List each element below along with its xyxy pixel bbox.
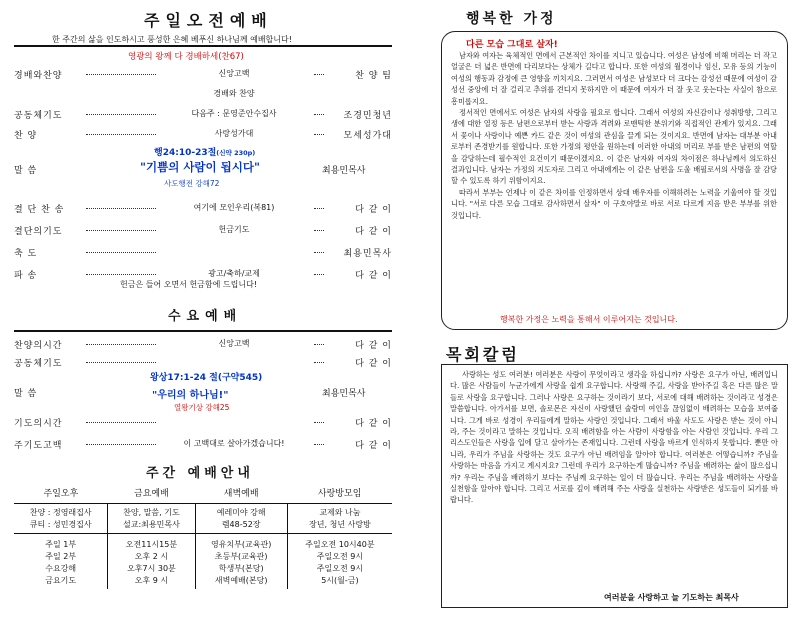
family-paragraph: 남자와 여자는 육체적인 면에서 근본적인 차이를 지니고 있습니다. 여성은 남성에 비해 머리는 더 작고 얼굴은 더 넓은 반면에 다리보다는 상체가 길다고 합니다. 또한 여성의 월경이나 임신, 모유 등의 기능이 여성의 행동과 감정에 큰 영향을 끼치지요. 그러면서 여성은 남성보다 더 크다는 감성선 때문에 여성이 감성선 중앙에 더 잘 걸리고 추위를 견디지 못하지만 이 때문에 여자가 더 잘 웃고 웃는다는 사실이 참으로 흥미롭지요. xyxy=(451,51,777,106)
schedule-cell: 교제와 나눔 장년, 청년 사랑방 xyxy=(287,504,392,534)
leader-dots xyxy=(314,208,324,209)
order-item: 다음주 : 문영준안수집사 xyxy=(191,109,277,118)
order-row xyxy=(14,354,392,370)
divider xyxy=(14,45,392,47)
order-label: 결단의기도 xyxy=(14,227,63,237)
leader-dots xyxy=(86,74,156,75)
order-label: 찬양의시간 xyxy=(14,341,63,351)
order-row xyxy=(14,66,392,82)
order-row xyxy=(14,436,392,452)
leader-dots xyxy=(86,252,156,253)
order-label: 주기도고백 xyxy=(14,441,63,451)
sunday-service-title: 주일오전예배 xyxy=(144,11,273,30)
sermon1-ref: 행24:10-23절(신약 230p) xyxy=(154,148,256,158)
order-leader: 다 같 이 xyxy=(355,205,392,215)
leader-dots xyxy=(314,252,324,253)
family-closing: 행복한 가정은 노력을 통해서 이루어지는 것입니다. xyxy=(500,315,678,324)
leader-dots xyxy=(314,362,324,363)
order-leader: 조경민청년 xyxy=(343,111,392,121)
send-note: 헌금은 들어 오면서 헌금함에 드립니다! xyxy=(120,280,258,289)
schedule-cell: 찬양, 말씀, 기도 설교:최용민목사 xyxy=(108,504,195,534)
order-leader: 다 같 이 xyxy=(355,227,392,237)
sermon2-speaker: 최용민목사 xyxy=(322,389,366,399)
leader-dots xyxy=(314,344,324,345)
leader-dots xyxy=(314,444,324,445)
order-leader: 모세성가대 xyxy=(343,131,392,141)
leader-dots xyxy=(314,114,324,115)
order-label: 축 도 xyxy=(14,249,38,259)
order-row xyxy=(14,86,392,102)
sermon2-label: 말 씀 xyxy=(14,389,38,399)
leader-dots xyxy=(86,230,156,231)
family-article xyxy=(451,50,777,221)
order-row xyxy=(14,200,392,216)
leader-dots xyxy=(86,422,156,423)
order-leader: 최용민목사 xyxy=(343,249,392,259)
sermon2-title: "우리의 하나님!" xyxy=(152,390,229,401)
sermon1-title: "기쁨의 사람이 됩시다" xyxy=(140,160,260,174)
leader-dots xyxy=(86,362,156,363)
order-leader: 다 같 이 xyxy=(355,419,392,429)
order-row xyxy=(14,126,392,142)
leader-dots xyxy=(86,114,156,115)
schedule-header: 금요예배 xyxy=(108,481,195,504)
sunday-theme: 영광의 왕께 다 경배하세(찬67) xyxy=(128,52,244,62)
order-item: 신앙고백 xyxy=(218,69,250,78)
schedule-header: 사랑방모임 xyxy=(287,481,392,504)
leader-dots xyxy=(86,208,156,209)
order-row xyxy=(14,336,392,352)
order-item: 신앙고백 xyxy=(218,339,250,348)
sermon1-series: 사도행전 강해72 xyxy=(164,179,220,188)
wednesday-service-title: 수요예배 xyxy=(168,309,243,324)
family-section-title: 행복한 가정 xyxy=(466,11,557,27)
order-label: 경배와찬양 xyxy=(14,71,63,81)
order-label: 기도의시간 xyxy=(14,419,63,429)
weekly-guide-title: 주간 예배안내 xyxy=(146,466,254,481)
order-leader: 다 같 이 xyxy=(355,271,392,281)
leader-dots xyxy=(314,74,324,75)
order-row xyxy=(14,414,392,430)
schedule-cell: 오전11시15분 오후 2 시 오후7시 30분 오후 9 시 xyxy=(108,534,195,590)
leader-dots xyxy=(314,422,324,423)
leader-dots xyxy=(86,344,156,345)
order-leader: 다 같 이 xyxy=(355,441,392,451)
sermon1-label: 말 씀 xyxy=(14,166,38,176)
schedule-cell: 주일 1부 주일 2부 수요강해 금요기도 xyxy=(14,534,108,590)
order-leader: 찬 양 팀 xyxy=(355,71,392,81)
sunday-service-subtitle: 한 주간의 삶을 인도하시고 풍성한 은혜 베푸신 하나님께 예배합니다! xyxy=(52,35,292,44)
weekly-schedule-table xyxy=(14,481,392,589)
column-section-title: 목회칼럼 xyxy=(446,345,520,364)
order-row xyxy=(14,106,392,122)
order-item: 헌금기도 xyxy=(218,225,250,234)
sermon1-speaker: 최용민목사 xyxy=(322,166,366,176)
order-leader: 다 같 이 xyxy=(355,359,392,369)
schedule-cell: 예레미야 강해 렘48-52장 xyxy=(195,504,287,534)
order-label: 결 단 찬 송 xyxy=(14,205,65,215)
schedule-cell: 찬양 : 정영래집사 큐티 : 성민경집사 xyxy=(29,508,92,529)
divider xyxy=(14,330,392,332)
sermon2-series: 열왕기상 강해25 xyxy=(174,403,230,412)
leader-dots xyxy=(314,134,324,135)
leader-dots xyxy=(314,274,324,275)
order-item: 이 고백대로 살아가겠습니다! xyxy=(183,439,285,448)
order-item: 광고/축하/교제 xyxy=(208,269,260,278)
leader-dots xyxy=(86,274,156,275)
order-label: 파 송 xyxy=(14,271,38,281)
leader-dots xyxy=(314,230,324,231)
sermon2-ref: 왕상17:1-24 절(구약545) xyxy=(150,373,263,383)
order-leader: 다 같 이 xyxy=(355,341,392,351)
leader-dots xyxy=(86,134,156,135)
family-heading: 다른 모습 그대로 살자! xyxy=(466,40,558,50)
order-item: 사랑성가대 xyxy=(214,129,254,138)
pastor-column-closing: 여러분을 사랑하고 늘 기도하는 최목사 xyxy=(604,593,739,602)
order-item: 여기에 모인우리(복81) xyxy=(193,203,275,212)
schedule-cell: 영유치부(교육관) 초등부(교육관) 학생부(본당) 새벽예배(본당) xyxy=(195,534,287,590)
order-row xyxy=(14,244,392,260)
schedule-cell: 주일오전 10시40분 주일오전 9시 주일오전 9시 5시(월-금) xyxy=(287,534,392,590)
leader-dots xyxy=(86,444,156,445)
order-label: 공동체기도 xyxy=(14,111,63,121)
family-paragraph: 정서적인 면에서도 여성은 남자의 사랑을 필요로 합니다. 그래서 여성의 자신감이나 성취방향, 그리고 생에 대한 열정 등은 남편으로부터 받는 사랑과 격려와 로맨틱한 분위기와 직접적인 관계가 있지요. 그래서 꽃이나 사랑이나 예쁜 카드 같은 것이 여성의 관심을 끌게 되는 것이지요. 반면에 남자는 대부분 아내로부터 존경받기를 원합니다. 또한 가정의 평안을 원하는데 이러한 아내의 머리로 부를 받은 남편의 역할을 감당하는데 필수적인 요건이기 때문이겠지요. 이 같은 남자와 여자의 차이점은 하나님께서 의도하신 결과입니다. 남자는 가정의 지도자로 그리고 아내에게는 이 같은 남편을 도울 배필로서의 사명을 잘 감당할 수 있도록 하기 위함이지요. xyxy=(451,108,777,186)
order-label: 공동체기도 xyxy=(14,359,63,369)
order-label: 찬 양 xyxy=(14,131,38,141)
family-paragraph: 따라서 부부는 언제나 이 같은 차이를 인정하면서 상대 배우자를 이해하려는 노력을 기울여야 할 것입니다. "서로 다른 모습 그대로 감사하면서 살자" 이 구호야말로 바로 서로 다르게 지음 받은 부부를 위한 것입니다. xyxy=(451,187,777,220)
order-item: 경배와 찬양 xyxy=(213,89,255,98)
schedule-header: 새벽예배 xyxy=(195,481,287,504)
order-row xyxy=(14,222,392,238)
schedule-header: 주일오후 xyxy=(14,481,108,504)
pastor-column-text: 사랑하는 성도 여러분! 여러분은 사랑이 무엇이라고 생각을 하십니까? 사랑은 요구가 아닌, 배려입니다. 많은 사람들이 누군가에게 사랑을 쉽게 요구합니다. 사랑해 주길, 사랑을 받아주길 혹은 다른 많은 말들로 사랑을 요구합니다. 그러나 사랑은 요구하는 것이라기 보다, 서로에 대해 배려하는 것이라고 성경은 말씀합니다. 아가서를 보면, 솔로몬은 자신이 사랑했던 술람미 여인을 끊임없이 배려하는 모습을 보여줍니다. 그게 바로 성경이 우리들에게 말하는 사랑인 것입니다. 그래서 바울 사도도 사랑은 받는 것이 아니라, 주는 것이라고 말하는 것입니다. 오직 배려함을 아는 사람이 사랑함을 아는 사람인 것입니다. 우리 그리스도인들은 사랑을 입에 달고 살아가는 존재입니다. 그런데 사랑을 바르게 인식하지 못합니다. 뿐만 아니라, 우리가 주님을 사랑하는 것도 요구가 아닌 배려임을 알아야 합니다. 여러분은 어떻습니까? 주님을 사랑하는 마음을 가지고 계시지요? 그런데 우리가 요구하는게 많습니까? 주님을 배려하는 삶이 많으십니까? 우리는 주님을 배려하기 보다는 주님께 요구하는 일이 더 많습니다. 우리는 주님을 배려하는 사랑을 실천함을 알아야 합니다. 그리고 서로를 깊이 배려해 주는 사랑을 실천하는 사랑받은 성도들이 되기를 바랍니다. xyxy=(450,370,778,505)
